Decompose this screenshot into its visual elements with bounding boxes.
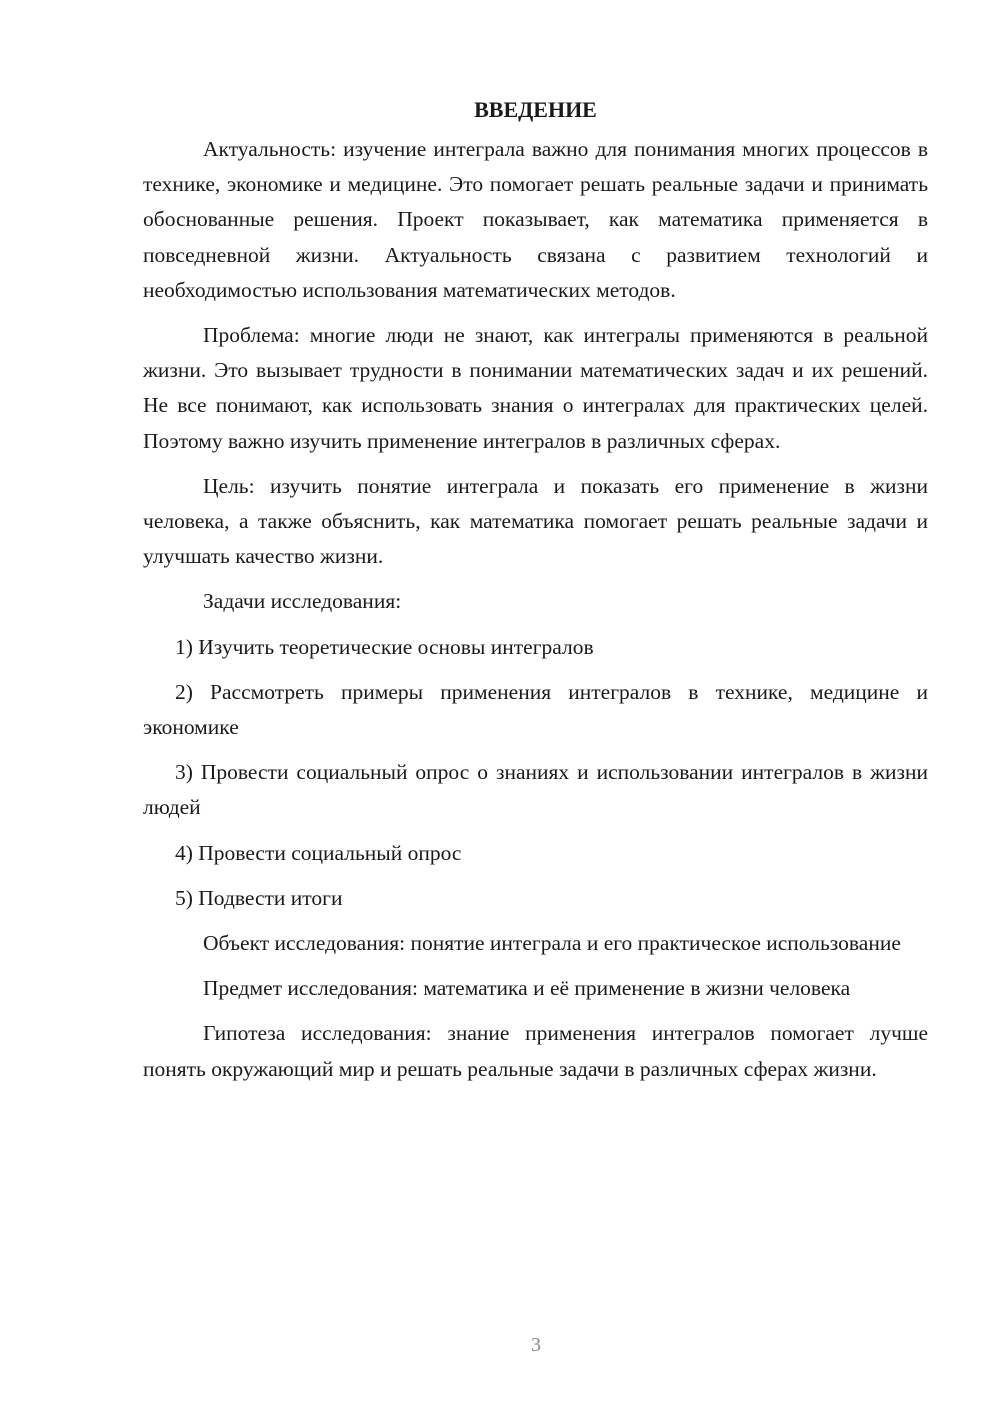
- task-item-2: 2) Рассмотреть примеры применения интегралов в технике, медицине и экономике: [143, 679, 928, 740]
- document-page: [143, 92, 928, 1097]
- paragraph-hypothesis: Гипотеза исследования: знание применения интегралов помогает лучше понять окружающий мир и решать реальные задачи в различных сферах жизни.: [143, 1021, 928, 1081]
- paragraph-problem: Проблема: многие люди не знают, как интегралы применяются в реальной жизни. Это вызывает трудности в понимании математических задач и их решений. Не все понимают, как использовать знания о интегралах для практических целей. Поэтому важно изучить применение интегралов в различных сферах.: [143, 323, 928, 453]
- paragraph-subject: Предмет исследования: математика и её применение в жизни человека: [203, 976, 851, 1001]
- task-item-4: 4) Провести социальный опрос: [175, 840, 462, 865]
- task-item-3: 3) Провести социальный опрос о знаниях и использовании интегралов в жизни людей: [143, 760, 928, 820]
- tasks-title: Задачи исследования:: [203, 589, 402, 614]
- page-number: 3: [531, 1334, 541, 1356]
- section-heading: ВВЕДЕНИЕ: [474, 97, 597, 122]
- task-item-5: 5) Подвести итоги: [175, 885, 343, 910]
- task-item-1: 1) Изучить теоретические основы интегралов: [175, 634, 594, 659]
- paragraph-object: Объект исследования: понятие интеграла и его практическое использование: [203, 931, 901, 956]
- paragraph-relevance: Актуальность: изучение интеграла важно для понимания многих процессов в технике, экономике и медицине. Это помогает решать реальные задачи и принимать обоснованные решения. Проект показывает, как математика применяется в повседневной жизни. Актуальность связана с развитием технологий и необходимостью использования математических методов.: [143, 137, 928, 302]
- paragraph-goal: Цель: изучить понятие интеграла и показать его применение в жизни человека, а также объяснить, как математика помогает решать реальные задачи и улучшать качество жизни.: [143, 473, 928, 569]
